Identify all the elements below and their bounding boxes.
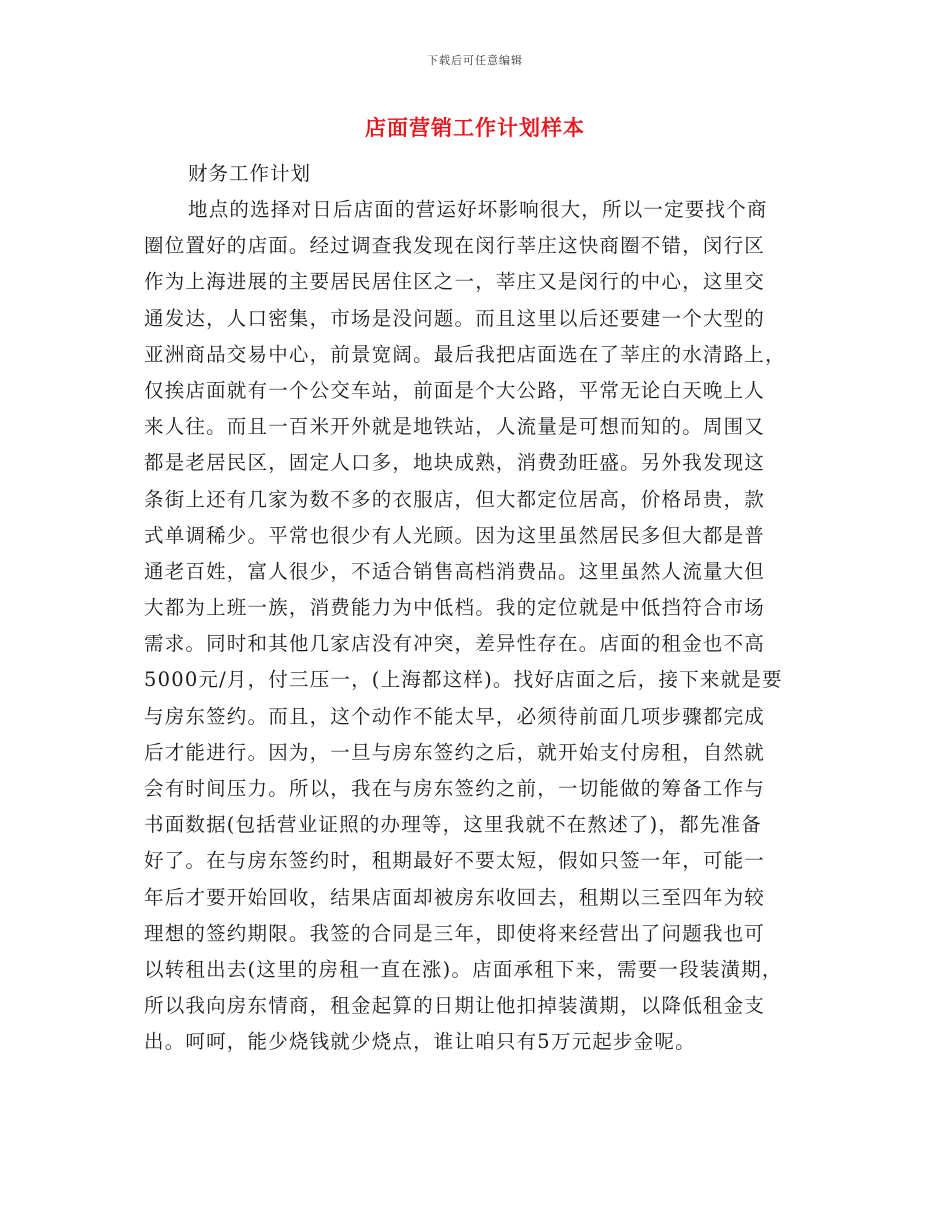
paragraph-line: 5000元/月，付三压一，(上海都这样)。找好店面之后，接下来就是要 [144, 668, 783, 692]
paragraph-line: 仅挨店面就有一个公交车站，前面是个大公路，平常无论白天晚上人 [144, 378, 766, 402]
paragraph-line: 好了。在与房东签约时，租期最好不要太短，假如只签一年，可能一 [144, 849, 766, 873]
paragraph-line: 需求。同时和其他几家店没有冲突，差异性存在。店面的租金也不高 [144, 632, 766, 656]
document-body [144, 156, 806, 1061]
document-title: 店面营销工作计划样本 [365, 116, 585, 140]
paragraph-line: 书面数据(包括营业证照的办理等，这里我就不在熬述了)，都先准备 [144, 813, 762, 837]
paragraph-line: 都是老居民区，固定人口多，地块成熟，消费劲旺盛。另外我发现这 [144, 451, 766, 475]
paragraph-line: 与房东签约。而且，这个动作不能太早，必须待前面几项步骤都完成 [144, 704, 766, 728]
section-heading: 财务工作计划 [188, 162, 312, 185]
paragraph-line: 通老百姓，富人很少，不适合销售高档消费品。这里虽然人流量大但 [144, 559, 766, 583]
paragraph-line: 条街上还有几家为数不多的衣服店，但大都定位居高，价格昂贵，款 [144, 487, 766, 511]
body-paragraph [144, 192, 806, 1061]
paragraph-line: 式单调稀少。平常也很少有人光顾。因为这里虽然居民多但大都是普 [144, 523, 766, 547]
header-note: 下载后可任意编辑 [427, 54, 523, 67]
paragraph-line: 来人往。而且一百米开外就是地铁站，人流量是可想而知的。周围又 [144, 415, 766, 439]
paragraph-line: 出。呵呵，能少烧钱就少烧点，谁让咱只有5万元起步金呢。 [144, 1030, 696, 1054]
paragraph-line: 大都为上班一族，消费能力为中低档。我的定位就是中低挡符合市场 [144, 596, 766, 620]
paragraph-line: 后才能进行。因为，一旦与房东签约之后，就开始支付房租，自然就 [144, 740, 766, 764]
paragraph-line: 地点的选择对日后店面的营运好坏影响很大，所以一定要找个商 [188, 198, 768, 221]
paragraph-line: 亚洲商品交易中心，前景宽阔。最后我把店面选在了莘庄的水清路上， [144, 342, 786, 366]
paragraph-line: 通发达，人口密集，市场是没问题。而且这里以后还要建一个大型的 [144, 306, 766, 330]
paragraph-line: 会有时间压力。所以，我在与房东签约之前，一切能做的筹备工作与 [144, 777, 766, 800]
paragraph-line: 年后才要开始回收，结果店面却被房东收回去，租期以三至四年为较 [144, 885, 766, 909]
paragraph-line: 作为上海进展的主要居民居住区之一，莘庄又是闵行的中心，这里交 [144, 270, 766, 294]
paragraph-line: 理想的签约期限。我签的合同是三年，即使将来经营出了问题我也可 [144, 921, 766, 945]
paragraph-line: 所以我向房东情商，租金起算的日期让他扣掉装潢期，以降低租金支 [144, 994, 766, 1018]
paragraph-line: 圈位置好的店面。经过调查我发现在闵行莘庄这快商圈不错，闵行区 [144, 234, 766, 258]
paragraph-line: 以转租出去(这里的房租一直在涨)。店面承租下来，需要一段装潢期， [144, 957, 783, 981]
